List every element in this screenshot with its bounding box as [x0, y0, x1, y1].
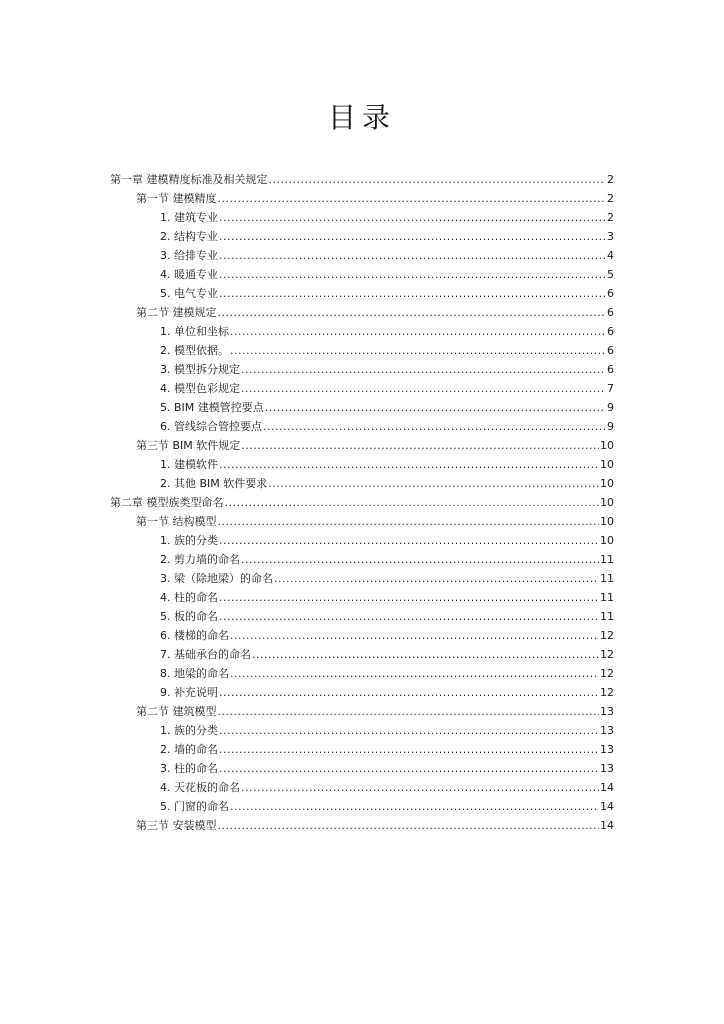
toc-entry[interactable] — [160, 417, 614, 436]
toc-page-number: 13 — [600, 762, 614, 775]
toc-entry[interactable] — [160, 721, 614, 740]
toc-entry[interactable] — [160, 588, 614, 607]
toc-page-number: 6 — [607, 344, 614, 357]
dot-leader — [230, 341, 605, 360]
dot-leader — [241, 550, 599, 569]
toc-entry-title: 3. 给排专业 — [160, 249, 218, 262]
toc-page-number: 4 — [607, 249, 614, 262]
toc-entry[interactable] — [160, 379, 614, 398]
toc-entry-title: 6. 管线综合管控要点 — [160, 420, 262, 433]
toc-entry-title: 7. 基础承台的命名 — [160, 648, 251, 661]
toc-entry[interactable] — [136, 436, 614, 455]
toc-entry[interactable] — [160, 398, 614, 417]
toc-page-number: 6 — [607, 325, 614, 338]
toc-entry[interactable] — [160, 322, 614, 341]
toc-entry-title: 2. 其他 BIM 软件要求 — [160, 477, 268, 490]
dot-leader — [219, 227, 605, 246]
dot-leader — [218, 189, 606, 208]
toc-entry-title: 第一节 建模精度 — [136, 192, 217, 205]
toc-page-number: 12 — [600, 629, 614, 642]
toc-entry-title: 第三节 BIM 软件规定 — [136, 439, 241, 452]
toc-page-number: 2 — [607, 173, 614, 186]
dot-leader — [219, 588, 599, 607]
dot-leader — [219, 607, 599, 626]
toc-entry-title: 4. 模型色彩规定 — [160, 382, 240, 395]
toc-entry-title: 第二章 模型族类型命名 — [110, 496, 224, 509]
dot-leader — [274, 569, 599, 588]
toc-page-number: 11 — [600, 572, 614, 585]
dot-leader — [268, 474, 599, 493]
toc-entry-title: 2. 结构专业 — [160, 230, 218, 243]
toc-entry[interactable] — [160, 626, 614, 645]
toc-page-number: 9 — [607, 420, 614, 433]
toc-page-number: 10 — [600, 534, 614, 547]
toc-entry[interactable] — [160, 645, 614, 664]
toc-page-number: 13 — [600, 724, 614, 737]
dot-leader — [241, 778, 599, 797]
toc-entry[interactable] — [136, 816, 614, 835]
toc-entry[interactable] — [160, 683, 614, 702]
toc-page-number: 6 — [607, 306, 614, 319]
toc-page-number: 14 — [600, 800, 614, 813]
dot-leader — [230, 322, 605, 341]
toc-page-number: 12 — [600, 648, 614, 661]
toc-entry-title: 1. 族的分类 — [160, 724, 218, 737]
toc-page-number: 14 — [600, 819, 614, 832]
toc-entry[interactable] — [160, 455, 614, 474]
toc-page-number: 9 — [607, 401, 614, 414]
toc-entry[interactable] — [160, 360, 614, 379]
dot-leader — [219, 531, 599, 550]
dot-leader — [218, 702, 600, 721]
toc-entry-title: 2. 墙的命名 — [160, 743, 218, 756]
toc-page-number: 10 — [600, 515, 614, 528]
dot-leader — [241, 360, 605, 379]
dot-leader — [265, 398, 605, 417]
dot-leader — [218, 303, 606, 322]
toc-entry[interactable] — [110, 170, 614, 189]
toc-page-number: 13 — [600, 705, 614, 718]
toc-page-number: 14 — [600, 781, 614, 794]
dot-leader — [230, 797, 599, 816]
toc-entry-title: 1. 族的分类 — [160, 534, 218, 547]
toc-page-number: 5 — [607, 268, 614, 281]
toc-page-number: 10 — [600, 439, 614, 452]
dot-leader — [219, 721, 599, 740]
dot-leader — [219, 740, 599, 759]
toc-page-number: 11 — [600, 591, 614, 604]
dot-leader — [225, 493, 600, 512]
toc-entry-title: 第二节 建筑模型 — [136, 705, 217, 718]
dot-leader — [230, 626, 599, 645]
toc-entry-title: 4. 天花板的命名 — [160, 781, 240, 794]
dot-leader — [218, 816, 600, 835]
toc-entry-title: 9. 补充说明 — [160, 686, 218, 699]
toc-page-number: 2 — [607, 192, 614, 205]
toc-entry[interactable] — [160, 474, 614, 493]
toc-entry[interactable] — [160, 607, 614, 626]
toc-entry[interactable] — [136, 303, 614, 322]
toc-page-number: 12 — [600, 667, 614, 680]
dot-leader — [219, 246, 605, 265]
dot-leader — [252, 645, 599, 664]
dot-leader — [241, 436, 599, 455]
dot-leader — [219, 683, 599, 702]
toc-entry[interactable] — [160, 740, 614, 759]
toc-entry[interactable] — [160, 284, 614, 303]
toc-entry[interactable] — [160, 550, 614, 569]
dot-leader — [219, 455, 599, 474]
toc-page-number: 12 — [600, 686, 614, 699]
toc-page-number: 6 — [607, 287, 614, 300]
toc-entry[interactable] — [160, 569, 614, 588]
toc-entry[interactable] — [160, 531, 614, 550]
toc-page-number: 10 — [600, 477, 614, 490]
toc-entry-title: 3. 模型拆分规定 — [160, 363, 240, 376]
page-title: 目录 — [327, 101, 396, 134]
toc-entry-title: 4. 暖通专业 — [160, 268, 218, 281]
toc-entry[interactable] — [160, 778, 614, 797]
toc-page-number: 10 — [600, 458, 614, 471]
toc-entry-title: 5. 电气专业 — [160, 287, 218, 300]
toc-entry[interactable] — [160, 208, 614, 227]
toc-entry[interactable] — [110, 493, 614, 512]
toc-entry-title: 3. 梁（除地梁）的命名 — [160, 572, 273, 585]
dot-leader — [230, 664, 599, 683]
toc-entry-title: 5. 门窗的命名 — [160, 800, 229, 813]
toc-entry-title: 3. 柱的命名 — [160, 762, 218, 775]
toc-entry-title: 1. 建模软件 — [160, 458, 218, 471]
toc-entry[interactable] — [160, 664, 614, 683]
toc-entry[interactable] — [136, 189, 614, 208]
toc-entry[interactable] — [160, 797, 614, 816]
toc-entry-title: 第三节 安装模型 — [136, 819, 217, 832]
toc-entry-title: 1. 单位和坐标 — [160, 325, 229, 338]
dot-leader — [263, 417, 605, 436]
toc-entry-title: 第二节 建模规定 — [136, 306, 217, 319]
toc-page-number: 2 — [607, 211, 614, 224]
dot-leader — [219, 265, 605, 284]
toc-entry[interactable] — [160, 265, 614, 284]
dot-leader — [219, 759, 599, 778]
dot-leader — [269, 170, 606, 189]
toc-entry-title: 2. 模型依据。 — [160, 344, 229, 357]
toc-entry-title: 第一节 结构模型 — [136, 515, 217, 528]
toc-page-number: 3 — [607, 230, 614, 243]
toc-entry-title: 4. 柱的命名 — [160, 591, 218, 604]
toc-entry[interactable] — [160, 227, 614, 246]
dot-leader — [241, 379, 605, 398]
toc-page-number: 11 — [600, 610, 614, 623]
toc-entry[interactable] — [136, 702, 614, 721]
dot-leader — [218, 512, 600, 531]
toc-page-number: 6 — [607, 363, 614, 376]
dot-leader — [219, 208, 605, 227]
toc-entry[interactable] — [160, 246, 614, 265]
toc-entry[interactable] — [160, 341, 614, 360]
toc-entry-title: 5. BIM 建模管控要点 — [160, 401, 264, 414]
toc-page-number: 7 — [607, 382, 614, 395]
toc-entry-title: 5. 板的命名 — [160, 610, 218, 623]
toc-page-number: 11 — [600, 553, 614, 566]
toc-entry-title: 2. 剪力墙的命名 — [160, 553, 240, 566]
toc-entry-title: 8. 地梁的命名 — [160, 667, 229, 680]
toc-entry-title: 6. 楼梯的命名 — [160, 629, 229, 642]
toc-entry[interactable] — [160, 759, 614, 778]
dot-leader — [219, 284, 605, 303]
toc-entry[interactable] — [136, 512, 614, 531]
toc-page-number: 13 — [600, 743, 614, 756]
toc-entry-title: 第一章 建模精度标准及相关规定 — [110, 173, 268, 186]
toc-page-number: 10 — [600, 496, 614, 509]
toc-entry-title: 1. 建筑专业 — [160, 211, 218, 224]
